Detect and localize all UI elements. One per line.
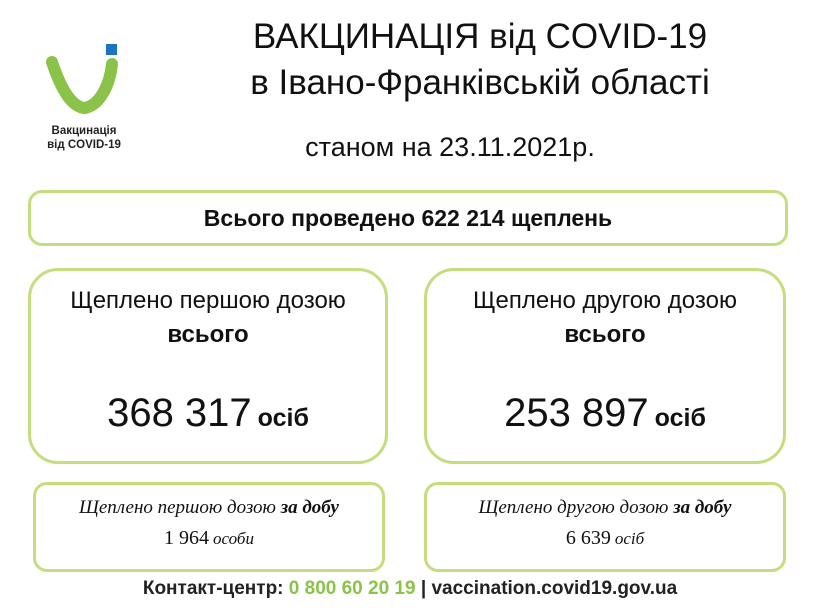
second-dose-sublabel: всього bbox=[564, 321, 646, 348]
first-dose-count bbox=[31, 391, 385, 436]
page-title bbox=[150, 14, 810, 106]
second-dose-total-box bbox=[424, 268, 786, 464]
logo-line-2: від COVID-19 bbox=[47, 139, 121, 151]
contact-website[interactable]: vaccination.covid19.gov.ua bbox=[431, 578, 678, 599]
report-date: станом на 23.11.2021р. bbox=[305, 132, 595, 162]
title-line-1: ВАКЦИНАЦІЯ від COVID-19 bbox=[252, 17, 708, 56]
first-dose-daily-box bbox=[33, 482, 385, 572]
vaccination-v-icon bbox=[44, 40, 128, 120]
second-daily-count bbox=[427, 527, 783, 550]
contact-phone[interactable]: 0 800 60 20 19 bbox=[288, 578, 416, 599]
second-daily-label bbox=[427, 497, 783, 519]
first-daily-suffix: за добу bbox=[280, 497, 339, 518]
first-dose-total-box bbox=[28, 268, 388, 464]
second-dose-count bbox=[427, 391, 783, 436]
second-dose-label: Щеплено другою дозою bbox=[473, 287, 737, 314]
first-dose-unit: осіб bbox=[257, 404, 309, 432]
second-daily-unit: осіб bbox=[614, 529, 645, 548]
contact-footer bbox=[0, 578, 820, 600]
first-dose-label: Щеплено першою дозою bbox=[70, 287, 346, 314]
footer-separator: | bbox=[420, 578, 427, 599]
vaccination-logo bbox=[28, 40, 140, 160]
second-dose-unit: осіб bbox=[654, 404, 706, 432]
second-daily-value: 6 639 bbox=[565, 527, 611, 549]
second-dose-daily-box bbox=[424, 482, 786, 572]
logo-line-1: Вакцинація bbox=[51, 125, 117, 137]
total-vaccinations-box bbox=[28, 190, 788, 246]
first-daily-label bbox=[36, 497, 382, 519]
second-dose-value: 253 897 bbox=[504, 391, 649, 435]
total-vaccinations-text: Всього проведено 622 214 щеплень bbox=[203, 204, 613, 231]
second-daily-suffix: за добу bbox=[673, 497, 732, 518]
contact-label: Контакт-центр: bbox=[142, 578, 284, 599]
first-daily-count bbox=[36, 527, 382, 550]
second-daily-prefix: Щеплено другою дозою bbox=[478, 497, 669, 518]
title-line-2: в Івано-Франківській області bbox=[250, 63, 710, 102]
first-dose-value: 368 317 bbox=[107, 391, 252, 435]
logo-caption bbox=[28, 124, 140, 152]
first-daily-prefix: Щеплено першою дозою bbox=[79, 497, 276, 518]
first-daily-unit: особи bbox=[213, 529, 254, 548]
first-daily-value: 1 964 bbox=[164, 527, 210, 549]
first-dose-sublabel: всього bbox=[167, 321, 249, 348]
